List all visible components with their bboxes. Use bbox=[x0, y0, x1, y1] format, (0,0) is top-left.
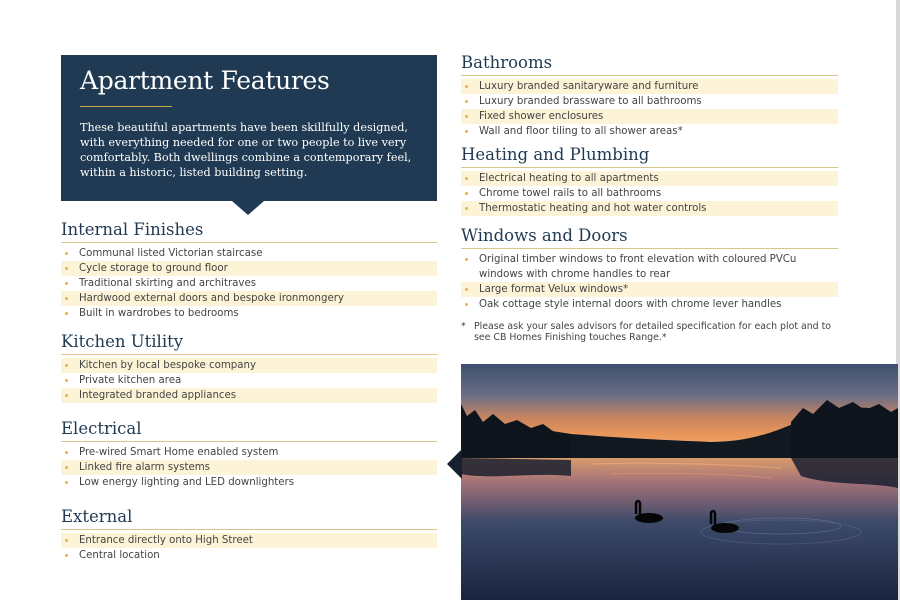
list-item: Fixed shower enclosures bbox=[461, 109, 838, 124]
list-item: Integrated branded appliances bbox=[61, 388, 437, 403]
bullet-icon bbox=[65, 554, 68, 557]
feature-list bbox=[461, 252, 838, 312]
spec-footnote bbox=[461, 321, 841, 343]
list-item: Traditional skirting and architraves bbox=[61, 276, 437, 291]
bullet-icon bbox=[65, 252, 68, 255]
list-item: Large format Velux windows* bbox=[461, 282, 838, 297]
list-item: Pre-wired Smart Home enabled system bbox=[61, 445, 437, 460]
feature-list bbox=[61, 246, 437, 321]
list-item: Original timber windows to front elevation with coloured PVCu windows with chrome handles to rear bbox=[461, 252, 838, 282]
lake-sunset-photo bbox=[461, 364, 898, 600]
footnote-star: * bbox=[461, 321, 466, 332]
section-title: Internal Finishes bbox=[61, 218, 437, 243]
section-title: Kitchen Utility bbox=[61, 330, 437, 355]
section-electrical bbox=[61, 417, 437, 490]
section-title: External bbox=[61, 505, 437, 530]
list-item: Oak cottage style internal doors with chrome lever handles bbox=[461, 297, 838, 312]
section-heating-plumbing bbox=[461, 143, 838, 216]
section-title: Electrical bbox=[61, 417, 437, 442]
section-title: Bathrooms bbox=[461, 51, 838, 76]
bullet-icon bbox=[65, 466, 68, 469]
bullet-icon bbox=[65, 267, 68, 270]
intro-text: These beautiful apartments have been skillfully designed, with everything needed for one or two people to live very comfortably. Both dwellings combine a contemporary feel, within a historic, listed building setting. bbox=[80, 121, 412, 179]
bullet-icon bbox=[465, 207, 468, 210]
list-item: Private kitchen area bbox=[61, 373, 437, 388]
bullet-icon bbox=[65, 364, 68, 367]
bullet-icon bbox=[65, 282, 68, 285]
list-item: Built in wardrobes to bedrooms bbox=[61, 306, 437, 321]
bullet-icon bbox=[465, 258, 468, 261]
list-item: Entrance directly onto High Street bbox=[61, 533, 437, 548]
bullet-icon bbox=[65, 481, 68, 484]
feature-list bbox=[61, 358, 437, 403]
list-item: Hardwood external doors and bespoke ironmongery bbox=[61, 291, 437, 306]
apartment-features-box bbox=[61, 55, 437, 201]
section-title: Windows and Doors bbox=[461, 224, 838, 249]
footnote-text: Please ask your sales advisors for detailed specification for each plot and to see CB Homes Finishing touches Range.* bbox=[474, 321, 832, 343]
section-title: Heating and Plumbing bbox=[461, 143, 838, 168]
feature-list bbox=[61, 533, 437, 563]
section-bathrooms bbox=[461, 51, 838, 139]
bullet-icon bbox=[465, 85, 468, 88]
section-external bbox=[61, 505, 437, 563]
section-internal-finishes bbox=[61, 218, 437, 321]
bullet-icon bbox=[65, 394, 68, 397]
feature-list bbox=[461, 79, 838, 139]
list-item: Cycle storage to ground floor bbox=[61, 261, 437, 276]
feature-list bbox=[461, 171, 838, 216]
photo-pointer bbox=[447, 449, 462, 479]
bullet-icon bbox=[465, 177, 468, 180]
title-underline bbox=[80, 106, 172, 107]
list-item: Central location bbox=[61, 548, 437, 563]
bullet-icon bbox=[465, 100, 468, 103]
bullet-icon bbox=[465, 130, 468, 133]
bullet-icon bbox=[465, 288, 468, 291]
bullet-icon bbox=[65, 451, 68, 454]
header-pointer bbox=[232, 201, 264, 215]
section-kitchen-utility bbox=[61, 330, 437, 403]
bullet-icon bbox=[65, 539, 68, 542]
bullet-icon bbox=[465, 303, 468, 306]
bullet-icon bbox=[65, 297, 68, 300]
section-windows-doors bbox=[461, 224, 838, 312]
bullet-icon bbox=[465, 115, 468, 118]
page-title: Apartment Features bbox=[80, 66, 330, 95]
list-item: Electrical heating to all apartments bbox=[461, 171, 838, 186]
list-item: Low energy lighting and LED downlighters bbox=[61, 475, 437, 490]
list-item: Luxury branded sanitaryware and furniture bbox=[461, 79, 838, 94]
list-item: Wall and floor tiling to all shower areas* bbox=[461, 124, 838, 139]
list-item: Kitchen by local bespoke company bbox=[61, 358, 437, 373]
bullet-icon bbox=[465, 192, 468, 195]
lake-sunset-illustration bbox=[461, 364, 898, 600]
feature-list bbox=[61, 445, 437, 490]
list-item: Linked fire alarm systems bbox=[61, 460, 437, 475]
list-item: Thermostatic heating and hot water controls bbox=[461, 201, 838, 216]
list-item: Chrome towel rails to all bathrooms bbox=[461, 186, 838, 201]
list-item: Luxury branded brassware to all bathrooms bbox=[461, 94, 838, 109]
bullet-icon bbox=[65, 379, 68, 382]
list-item: Communal listed Victorian staircase bbox=[61, 246, 437, 261]
bullet-icon bbox=[65, 312, 68, 315]
